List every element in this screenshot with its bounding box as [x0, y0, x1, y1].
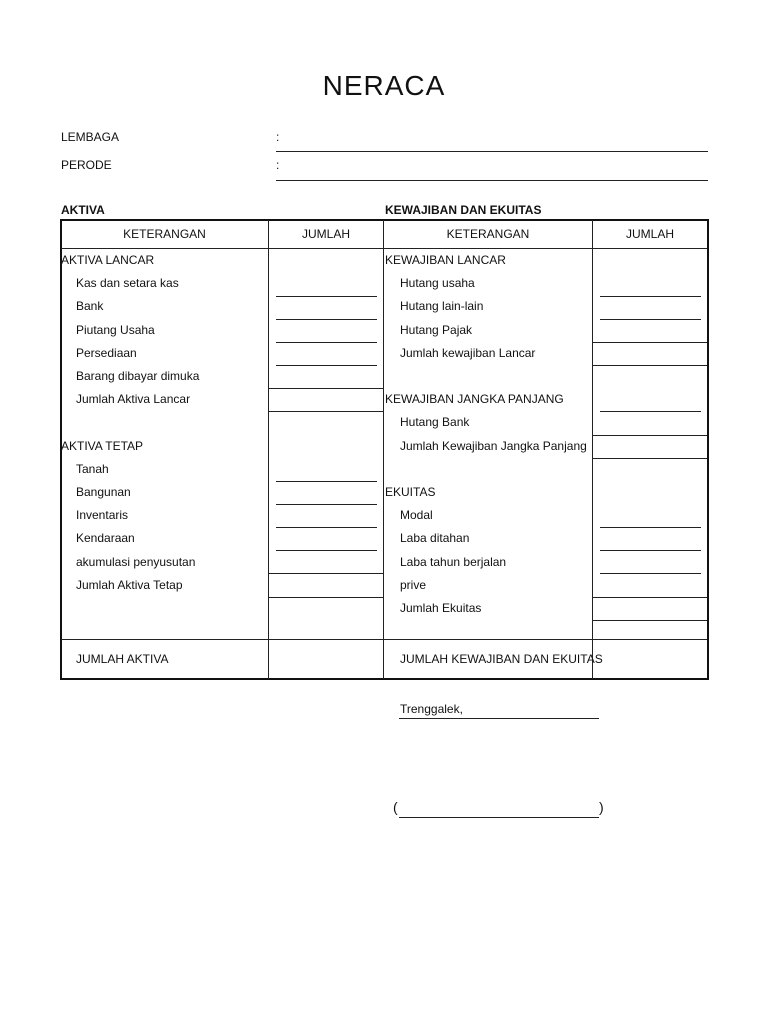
signature-open-paren: ( [393, 799, 398, 815]
col-divider-2 [383, 220, 384, 679]
amount-line-tanah[interactable] [276, 481, 377, 482]
amount-line-inventaris[interactable] [276, 527, 377, 528]
right-row-hutang-lain: Hutang lain-lain [400, 299, 484, 313]
left-row-bangunan: Bangunan [76, 485, 131, 499]
amount-line-hutang-lain[interactable] [600, 319, 701, 320]
right-heading-kewajiban-jangka-panjang: KEWAJIBAN JANGKA PANJANG [385, 392, 564, 406]
table-right-border [707, 219, 709, 680]
section-aktiva: AKTIVA [61, 203, 105, 217]
left-row-jumlah-aktiva-tetap: Jumlah Aktiva Tetap [76, 578, 183, 592]
left-row-bank: Bank [76, 299, 104, 313]
col-divider-3 [592, 220, 593, 679]
total-aktiva-label: JUMLAH AKTIVA [76, 652, 169, 666]
amount-line-bank[interactable] [276, 319, 377, 320]
right-heading-kewajiban-lancar: KEWAJIBAN LANCAR [385, 253, 506, 267]
field-label-lembaga: LEMBAGA [61, 130, 120, 144]
right-row-hutang-pajak: Hutang Pajak [400, 323, 473, 337]
amount-line-barang-dibayar[interactable] [269, 388, 383, 389]
right-row-jumlah-kewajiban-lancar: Jumlah kewajiban Lancar [400, 346, 536, 360]
table-bottom-border [60, 678, 709, 680]
col-header-jumlah-left: JUMLAH [301, 227, 350, 241]
perode-input-line[interactable] [276, 180, 708, 181]
left-row-kas: Kas dan setara kas [76, 276, 179, 290]
signature-place: Trenggalek, [400, 702, 463, 716]
signature-close-paren: ) [599, 799, 604, 815]
amount-line-kendaraan[interactable] [276, 550, 377, 551]
right-heading-ekuitas: EKUITAS [385, 485, 436, 499]
amount-line-persediaan[interactable] [276, 365, 377, 366]
left-heading-aktiva-lancar: AKTIVA LANCAR [61, 253, 155, 267]
amount-line-bangunan[interactable] [276, 504, 377, 505]
signature-date-line[interactable] [399, 718, 599, 719]
amount-line-jumlah-aktiva-lancar[interactable] [269, 411, 383, 412]
left-row-kendaraan: Kendaraan [76, 531, 135, 545]
field-sep-perode: : [276, 158, 280, 172]
amount-line-akumulasi[interactable] [269, 573, 383, 574]
amount-line-hutang-pajak[interactable] [593, 342, 707, 343]
amount-line-hutang-bank[interactable] [593, 435, 707, 436]
total-row-divider [61, 639, 707, 640]
left-row-barang-dibayar: Barang dibayar dimuka [76, 369, 200, 383]
amount-line-piutang[interactable] [276, 342, 377, 343]
left-row-tanah: Tanah [76, 462, 109, 476]
lembaga-input-line[interactable] [276, 151, 708, 152]
left-row-jumlah-aktiva-lancar: Jumlah Aktiva Lancar [76, 392, 191, 406]
col-divider-1 [268, 220, 269, 679]
left-row-piutang: Piutang Usaha [76, 323, 155, 337]
page-title: NERACA [322, 70, 446, 101]
col-header-jumlah-right: JUMLAH [625, 227, 674, 241]
field-label-perode: PERODE [61, 158, 112, 172]
right-row-modal: Modal [400, 508, 433, 522]
right-row-jumlah-kewajiban-jp: Jumlah Kewajiban Jangka Panjang [400, 439, 587, 453]
table-top-border [60, 219, 709, 221]
right-row-laba-ditahan: Laba ditahan [400, 531, 470, 545]
header-row-divider [61, 248, 707, 249]
amount-line-kas[interactable] [276, 296, 377, 297]
col-header-keterangan-left: KETERANGAN [123, 227, 206, 241]
right-row-hutang-bank: Hutang Bank [400, 415, 470, 429]
left-row-akumulasi: akumulasi penyusutan [76, 555, 196, 569]
amount-line-jumlah-kewajiban-jp[interactable] [593, 458, 707, 459]
left-row-inventaris: Inventaris [76, 508, 129, 522]
amount-line-laba-ditahan[interactable] [600, 550, 701, 551]
signature-name-line[interactable] [399, 817, 599, 818]
col-header-keterangan-right: KETERANGAN [446, 227, 530, 241]
left-row-persediaan: Persediaan [76, 346, 137, 360]
section-kewajiban-ekuitas: KEWAJIBAN DAN EKUITAS [385, 203, 542, 217]
amount-line-jumlah-aktiva-tetap[interactable] [269, 597, 383, 598]
amount-line-jumlah-ekuitas[interactable] [593, 620, 707, 621]
left-heading-aktiva-tetap: AKTIVA TETAP [61, 439, 144, 453]
right-row-prive: prive [400, 578, 427, 592]
right-row-hutang-usaha: Hutang usaha [400, 276, 475, 290]
amount-line-hutang-bank-top[interactable] [600, 411, 701, 412]
amount-line-modal[interactable] [600, 527, 701, 528]
amount-line-hutang-usaha[interactable] [600, 296, 701, 297]
total-kewajiban-ekuitas-label: JUMLAH KEWAJIBAN DAN EKUITAS [400, 652, 603, 666]
right-row-laba-tahun-berjalan: Laba tahun berjalan [400, 555, 507, 569]
right-row-jumlah-ekuitas: Jumlah Ekuitas [400, 601, 482, 615]
field-sep-lembaga: : [276, 130, 280, 144]
amount-line-laba-tahun-berjalan[interactable] [600, 573, 701, 574]
amount-line-prive[interactable] [593, 597, 707, 598]
amount-line-jumlah-kewajiban-lancar[interactable] [593, 365, 707, 366]
